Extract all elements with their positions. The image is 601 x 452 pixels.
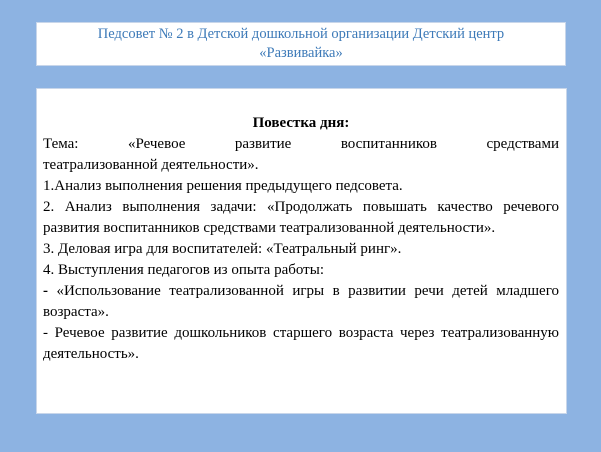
agenda-item-3: 3. Деловая игра для воспитателей: «Театральный ринг».	[43, 241, 402, 257]
agenda-content-box	[36, 88, 567, 414]
topic-word: «Речевое	[127, 136, 186, 152]
slide-title-box	[36, 22, 566, 66]
subitem-dash: -	[43, 283, 48, 299]
agenda-topic-continuation: театрализованной деятельности».	[43, 157, 259, 173]
agenda-subitem-1	[43, 281, 559, 323]
slide-title-line-2: «Развивайка»	[259, 45, 343, 61]
agenda-item-1: 1.Анализ выполнения решения предыдущего педсовета.	[43, 178, 403, 194]
agenda-subitem-1-text: «Использование театрализованной игры в развитии речи детей младшего возраста».	[43, 283, 559, 320]
topic-word: средствами	[486, 136, 559, 152]
topic-word: воспитанников	[340, 136, 437, 152]
agenda-topic-line	[43, 134, 559, 155]
topic-word: Тема:	[43, 136, 79, 152]
agenda-item-4: 4. Выступления педагогов из опыта работы:	[43, 262, 324, 278]
agenda-heading: Повестка дня:	[252, 115, 350, 131]
slide-title-line-1: Педсовет № 2 в Детской дошкольной организации Детский центр	[97, 26, 505, 42]
topic-word: развитие	[234, 136, 292, 152]
agenda-item-2: 2. Анализ выполнения задачи: «Продолжать повышать качество речевого развития воспитанников средствами театрализованной деятельности».	[43, 199, 559, 236]
agenda-subitem-2: - Речевое развитие дошкольников старшего возраста через театрализованную деятельность».	[43, 325, 559, 362]
